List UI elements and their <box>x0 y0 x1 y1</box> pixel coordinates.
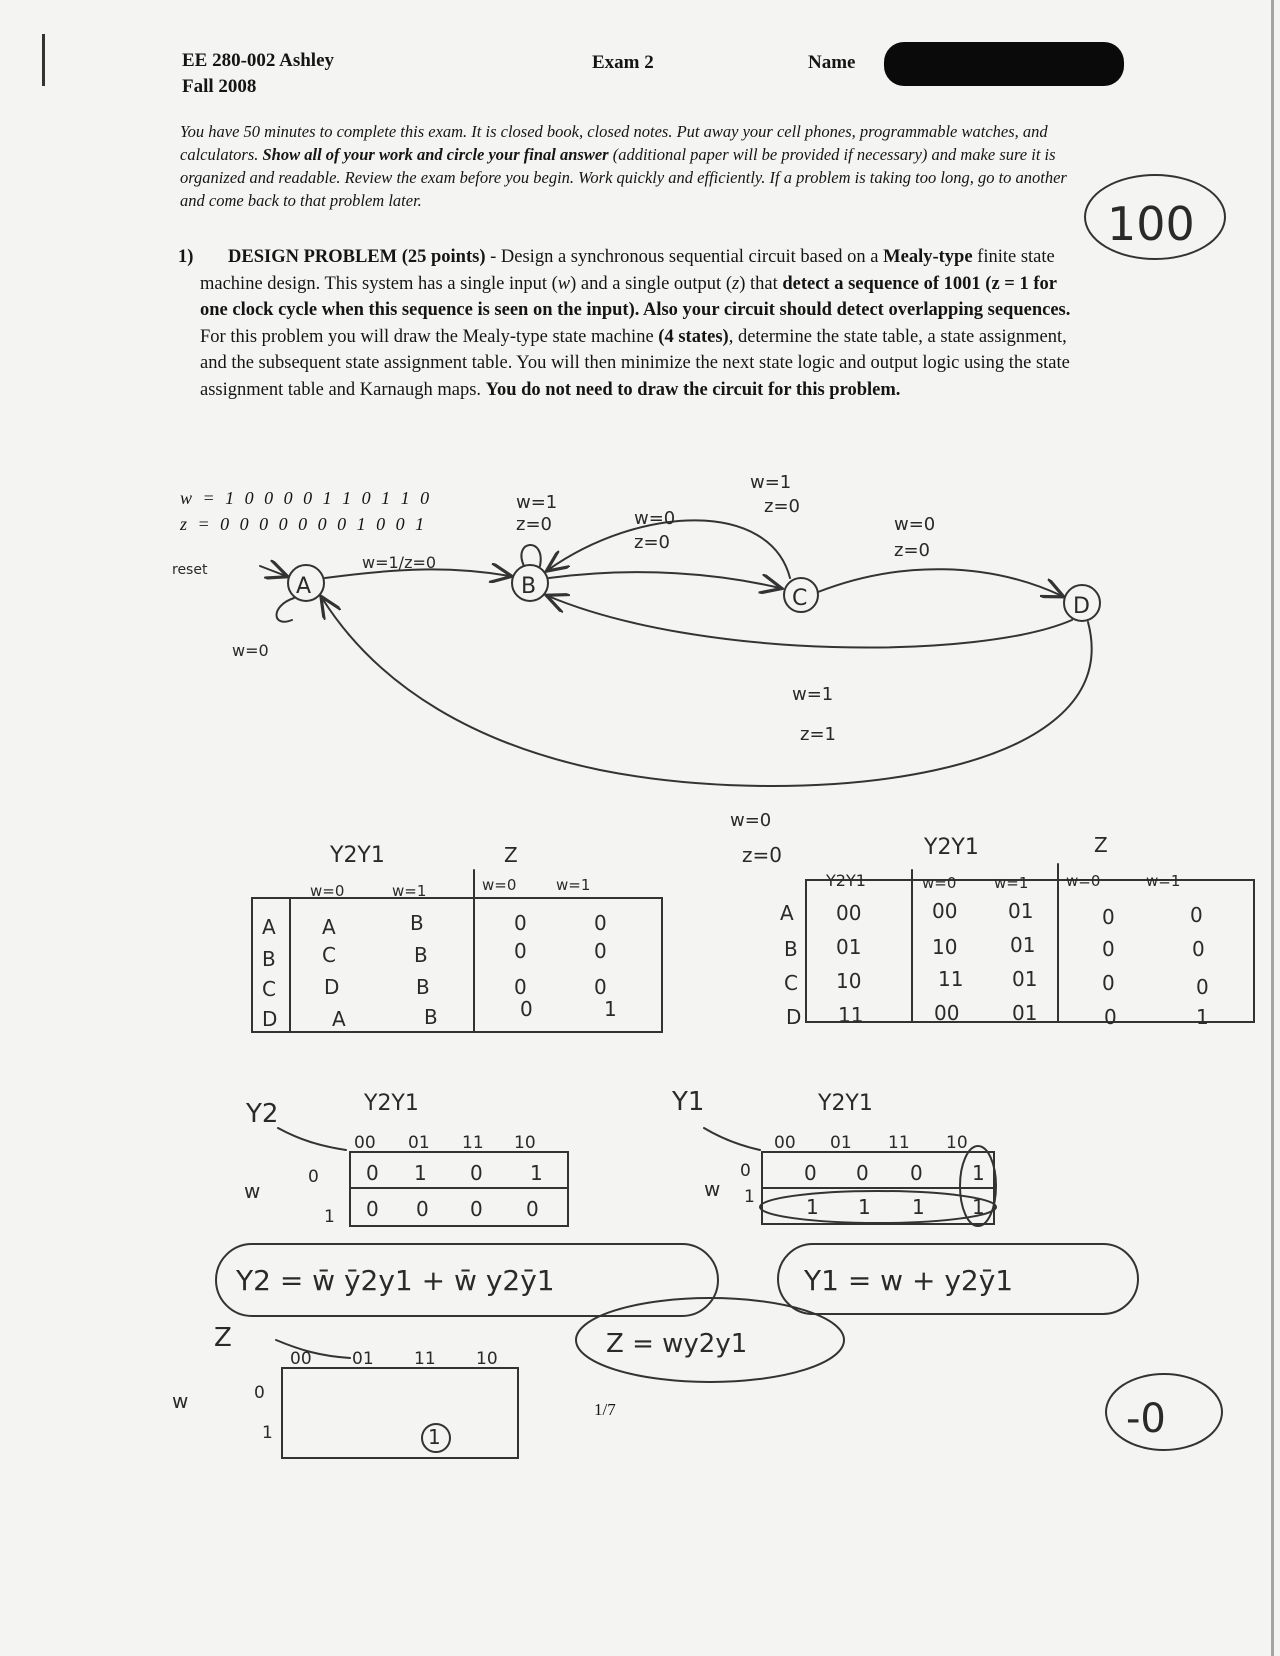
problem-text: For this problem you will draw the Mealy-type state machine <box>200 326 659 347</box>
kmap-z-border <box>282 1368 518 1458</box>
assign-table-col: w=0 <box>922 874 957 892</box>
assign-table-code: 11 <box>838 1003 864 1027</box>
kmap-y1-label: Y1 <box>672 1087 705 1117</box>
problem-note: You do not need to draw the circuit for this problem. <box>485 379 901 400</box>
kmap-z-row: 0 <box>254 1383 265 1403</box>
problem-sequence-spec: detect a sequence of 1001 (z = 1 for one clock cycle when this sequence is seen on the input). Also your circuit should detect overlapping sequences. <box>200 273 1071 320</box>
edge-a-b-label: w=1/z=0 <box>362 553 437 572</box>
assign-table-row-state: C <box>784 971 798 995</box>
deduction: -0 <box>1126 1396 1166 1442</box>
kmap-z-col: 00 <box>290 1349 312 1369</box>
assign-table-col: w=1 <box>1146 872 1181 890</box>
state-a-label: A <box>296 574 312 599</box>
equation-y2: Y2 = w̄ ȳ2y1 + w̄ y2ȳ1 <box>236 1264 555 1297</box>
reset-arrow <box>260 566 286 576</box>
kmap-y1-col: 10 <box>946 1133 968 1153</box>
edge-b-c <box>549 572 780 588</box>
edge-a-self-label: w=0 <box>232 641 269 660</box>
instructions-text-1: You have 50 minutes to complete this exam. It is closed book, closed notes. Put away your cell phones, programmable watches, and calculators. <box>180 122 1048 164</box>
kmap-z-col: 11 <box>414 1349 436 1369</box>
edge-d-b-label: z=1 <box>800 724 836 745</box>
state-table-col: w=1 <box>392 882 427 900</box>
edge-b-c-label: z=0 <box>634 532 670 553</box>
edge-d-a-label: w=0 <box>730 810 772 831</box>
state-table-col: w=0 <box>482 876 517 894</box>
state-table-next-header: Y2Y1 <box>330 843 385 868</box>
problem-text: - Design a synchronous sequential circuit based on a <box>485 247 884 267</box>
assign-table-cell: 0 <box>1196 975 1209 999</box>
kmap-y2 <box>235 1091 555 1297</box>
assign-table-col: w=0 <box>1066 872 1101 890</box>
edge-a-self <box>277 598 295 622</box>
kmap-z-col: 01 <box>352 1349 374 1369</box>
problem-text: , determine the state table, a state assignment, and the subsequent state assignment table. You will then minimize the next state logic and output logic using the state assignment table and Karnaugh maps. <box>200 326 1070 400</box>
assign-table-cell: 01 <box>1012 1001 1038 1025</box>
state-table-cell: 0 <box>514 975 527 999</box>
state-c-label: C <box>792 586 808 611</box>
problem-var-z: z <box>731 273 740 294</box>
name-label: Name <box>808 52 856 73</box>
state-table-cell: 0 <box>514 911 527 935</box>
kmap-y1-cell: 1 <box>972 1161 985 1185</box>
state-table-cell: A <box>322 915 336 939</box>
kmap-z-row: 1 <box>262 1423 273 1443</box>
state-table-cell: A <box>332 1007 346 1031</box>
state-b-label: B <box>521 574 537 599</box>
state-table-out-header: Z <box>504 843 518 867</box>
sequence-z: z = 0 0 0 0 0 0 0 1 0 0 1 <box>180 514 428 534</box>
kmap-y1-cell: 0 <box>856 1161 869 1185</box>
assign-table-cell: 01 <box>1008 899 1034 923</box>
kmap-y1-row: 0 <box>740 1161 751 1181</box>
assign-table-row-state: B <box>784 937 798 961</box>
course-title: EE 280-002 Ashley <box>182 50 335 71</box>
instructions-text-2: (additional paper will be provided if necessary) and make sure it is organized and readable. Review the exam before you begin. Work quickly and efficiently. If a problem is taking too long, go to another and come back to that problem later. <box>180 145 1067 210</box>
kmap-y2-colvar: Y2Y1 <box>364 1091 419 1116</box>
kmap-y2-cell: 0 <box>470 1197 483 1221</box>
kmap-y1-colvar: Y2Y1 <box>818 1091 873 1116</box>
edge-c-b-label: w=1 <box>750 472 792 493</box>
kmap-y2-cell: 0 <box>416 1197 429 1221</box>
state-table-cell: B <box>416 975 430 999</box>
assign-table-out-header: Z <box>1094 833 1108 857</box>
assign-table-state-header: Y2Y1 <box>826 871 866 890</box>
kmap-y2-cell: 0 <box>526 1197 539 1221</box>
problem-title: DESIGN PROBLEM (25 points) <box>228 247 486 267</box>
edge-c-d-label: z=0 <box>894 540 930 561</box>
edge-d-b-label: w=1 <box>792 684 834 705</box>
kmap-y1-cell: 1 <box>858 1195 871 1219</box>
state-table-cell: 0 <box>594 975 607 999</box>
assign-table-code: 00 <box>836 901 862 925</box>
edge-b-self-label: w=1 <box>516 492 558 513</box>
score: 100 <box>1107 197 1195 251</box>
state-table-cell: 0 <box>520 997 533 1021</box>
problem-var-w: w <box>557 273 571 294</box>
kmap-z <box>172 1323 747 1449</box>
kmap-y2-rowvar: w <box>244 1179 261 1203</box>
assign-table-col: w=1 <box>994 874 1029 892</box>
assign-table-row-state: D <box>786 1005 802 1029</box>
edge-c-d-label: w=0 <box>894 514 936 535</box>
problem-states: (4 states) <box>658 326 729 347</box>
problem-number: 1) <box>178 247 194 267</box>
kmap-y1-cell: 0 <box>910 1161 923 1185</box>
kmap-y2-col: 00 <box>354 1133 376 1153</box>
problem-text: finite state machine design. This system has a single input ( <box>200 247 1055 294</box>
state-table-row-state: B <box>262 947 276 971</box>
kmap-z-cell: 1 <box>428 1425 441 1449</box>
assign-table-cell: 0 <box>1192 937 1205 961</box>
kmap-y1-cell: 0 <box>804 1161 817 1185</box>
state-table-row-state: D <box>262 1007 278 1031</box>
equation-y1: Y1 = w + y2ȳ1 <box>804 1264 1014 1297</box>
page-number: 1/7 <box>594 1400 616 1419</box>
state-table-col: w=1 <box>556 876 591 894</box>
kmap-y2-col: 01 <box>408 1133 430 1153</box>
assign-table-cell: 00 <box>932 899 958 923</box>
problem-text: ) and a single output ( <box>570 273 732 294</box>
state-table-row-state: C <box>262 977 276 1001</box>
kmap-y2-cell: 1 <box>530 1161 543 1185</box>
kmap-y2-cell: 0 <box>366 1161 379 1185</box>
assign-table-cell: 0 <box>1104 1005 1117 1029</box>
kmap-y1-col: 00 <box>774 1133 796 1153</box>
kmap-y2-cell: 1 <box>414 1161 427 1185</box>
state-table-cell: 0 <box>594 911 607 935</box>
kmap-y1-cell: 1 <box>972 1195 985 1219</box>
kmap-y1-cell: 1 <box>912 1195 925 1219</box>
edge-d-a <box>322 598 1092 786</box>
kmap-z-label: Z <box>214 1323 232 1353</box>
reset-label: reset <box>172 562 208 578</box>
edge-d-a-label: z=0 <box>742 843 782 867</box>
assign-table-cell: 00 <box>934 1001 960 1025</box>
assign-table-cell: 01 <box>1010 933 1036 957</box>
assign-table-cell: 0 <box>1102 905 1115 929</box>
equation-z: Z = wy2y1 <box>606 1329 748 1359</box>
state-table-cell: B <box>414 943 428 967</box>
kmap-y1-col: 11 <box>888 1133 910 1153</box>
exam-title: Exam 2 <box>592 52 654 73</box>
assign-table-code: 10 <box>836 969 862 993</box>
edge-b-self-label: z=0 <box>516 514 552 535</box>
state-table-cell: C <box>322 943 336 967</box>
kmap-y2-row: 0 <box>308 1167 319 1187</box>
kmap-y2-row: 1 <box>324 1207 335 1227</box>
edge-c-d <box>818 569 1062 596</box>
problem-text: ) that <box>739 273 783 294</box>
kmap-y1-cell: 1 <box>806 1195 819 1219</box>
kmap-y2-col: 10 <box>514 1133 536 1153</box>
kmap-y1-rowvar: w <box>704 1177 721 1201</box>
kmap-y1-row: 1 <box>744 1187 755 1207</box>
instructions-emphasis: Show all of your work and circle your final answer <box>262 145 609 164</box>
kmap-y2-cell: 0 <box>470 1161 483 1185</box>
state-table-cell: D <box>324 975 340 999</box>
state-d-label: D <box>1073 594 1090 619</box>
state-table-row-state: A <box>262 915 276 939</box>
assign-table-cell: 1 <box>1196 1005 1209 1029</box>
kmap-y2-label: Y2 <box>246 1099 279 1129</box>
kmap-y2-cell: 0 <box>366 1197 379 1221</box>
assign-table-code: 01 <box>836 935 862 959</box>
edge-b-self <box>521 545 540 566</box>
kmap-z-col: 10 <box>476 1349 498 1369</box>
assign-table-cell: 11 <box>938 967 964 991</box>
edge-b-c-label: w=0 <box>634 508 676 529</box>
state-table-cell: 0 <box>594 939 607 963</box>
state-table-col: w=0 <box>310 882 345 900</box>
assignment-table <box>780 833 1209 1029</box>
edge-c-b-label: z=0 <box>764 496 800 517</box>
assign-table-cell: 0 <box>1102 937 1115 961</box>
problem-mealy: Mealy-type <box>883 247 973 267</box>
state-table-cell: 0 <box>514 939 527 963</box>
state-table-cell: B <box>424 1005 438 1029</box>
assign-table-cell: 0 <box>1102 971 1115 995</box>
kmap-z-rowvar: w <box>172 1389 189 1413</box>
assign-table-next-header: Y2Y1 <box>924 835 979 860</box>
edge-d-b <box>548 596 1072 648</box>
state-table-cell: 1 <box>604 997 617 1021</box>
kmap-y1-col: 01 <box>830 1133 852 1153</box>
assign-table-cell: 0 <box>1190 903 1203 927</box>
assign-table-row-state: A <box>780 901 794 925</box>
assign-table-cell: 10 <box>932 935 958 959</box>
sequence-w: w = 1 0 0 0 0 1 1 0 1 1 0 <box>180 488 433 508</box>
state-table-cell: B <box>410 911 424 935</box>
kmap-y2-col: 11 <box>462 1133 484 1153</box>
assign-table-cell: 01 <box>1012 967 1038 991</box>
state-table <box>262 843 617 1031</box>
term: Fall 2008 <box>182 76 257 97</box>
